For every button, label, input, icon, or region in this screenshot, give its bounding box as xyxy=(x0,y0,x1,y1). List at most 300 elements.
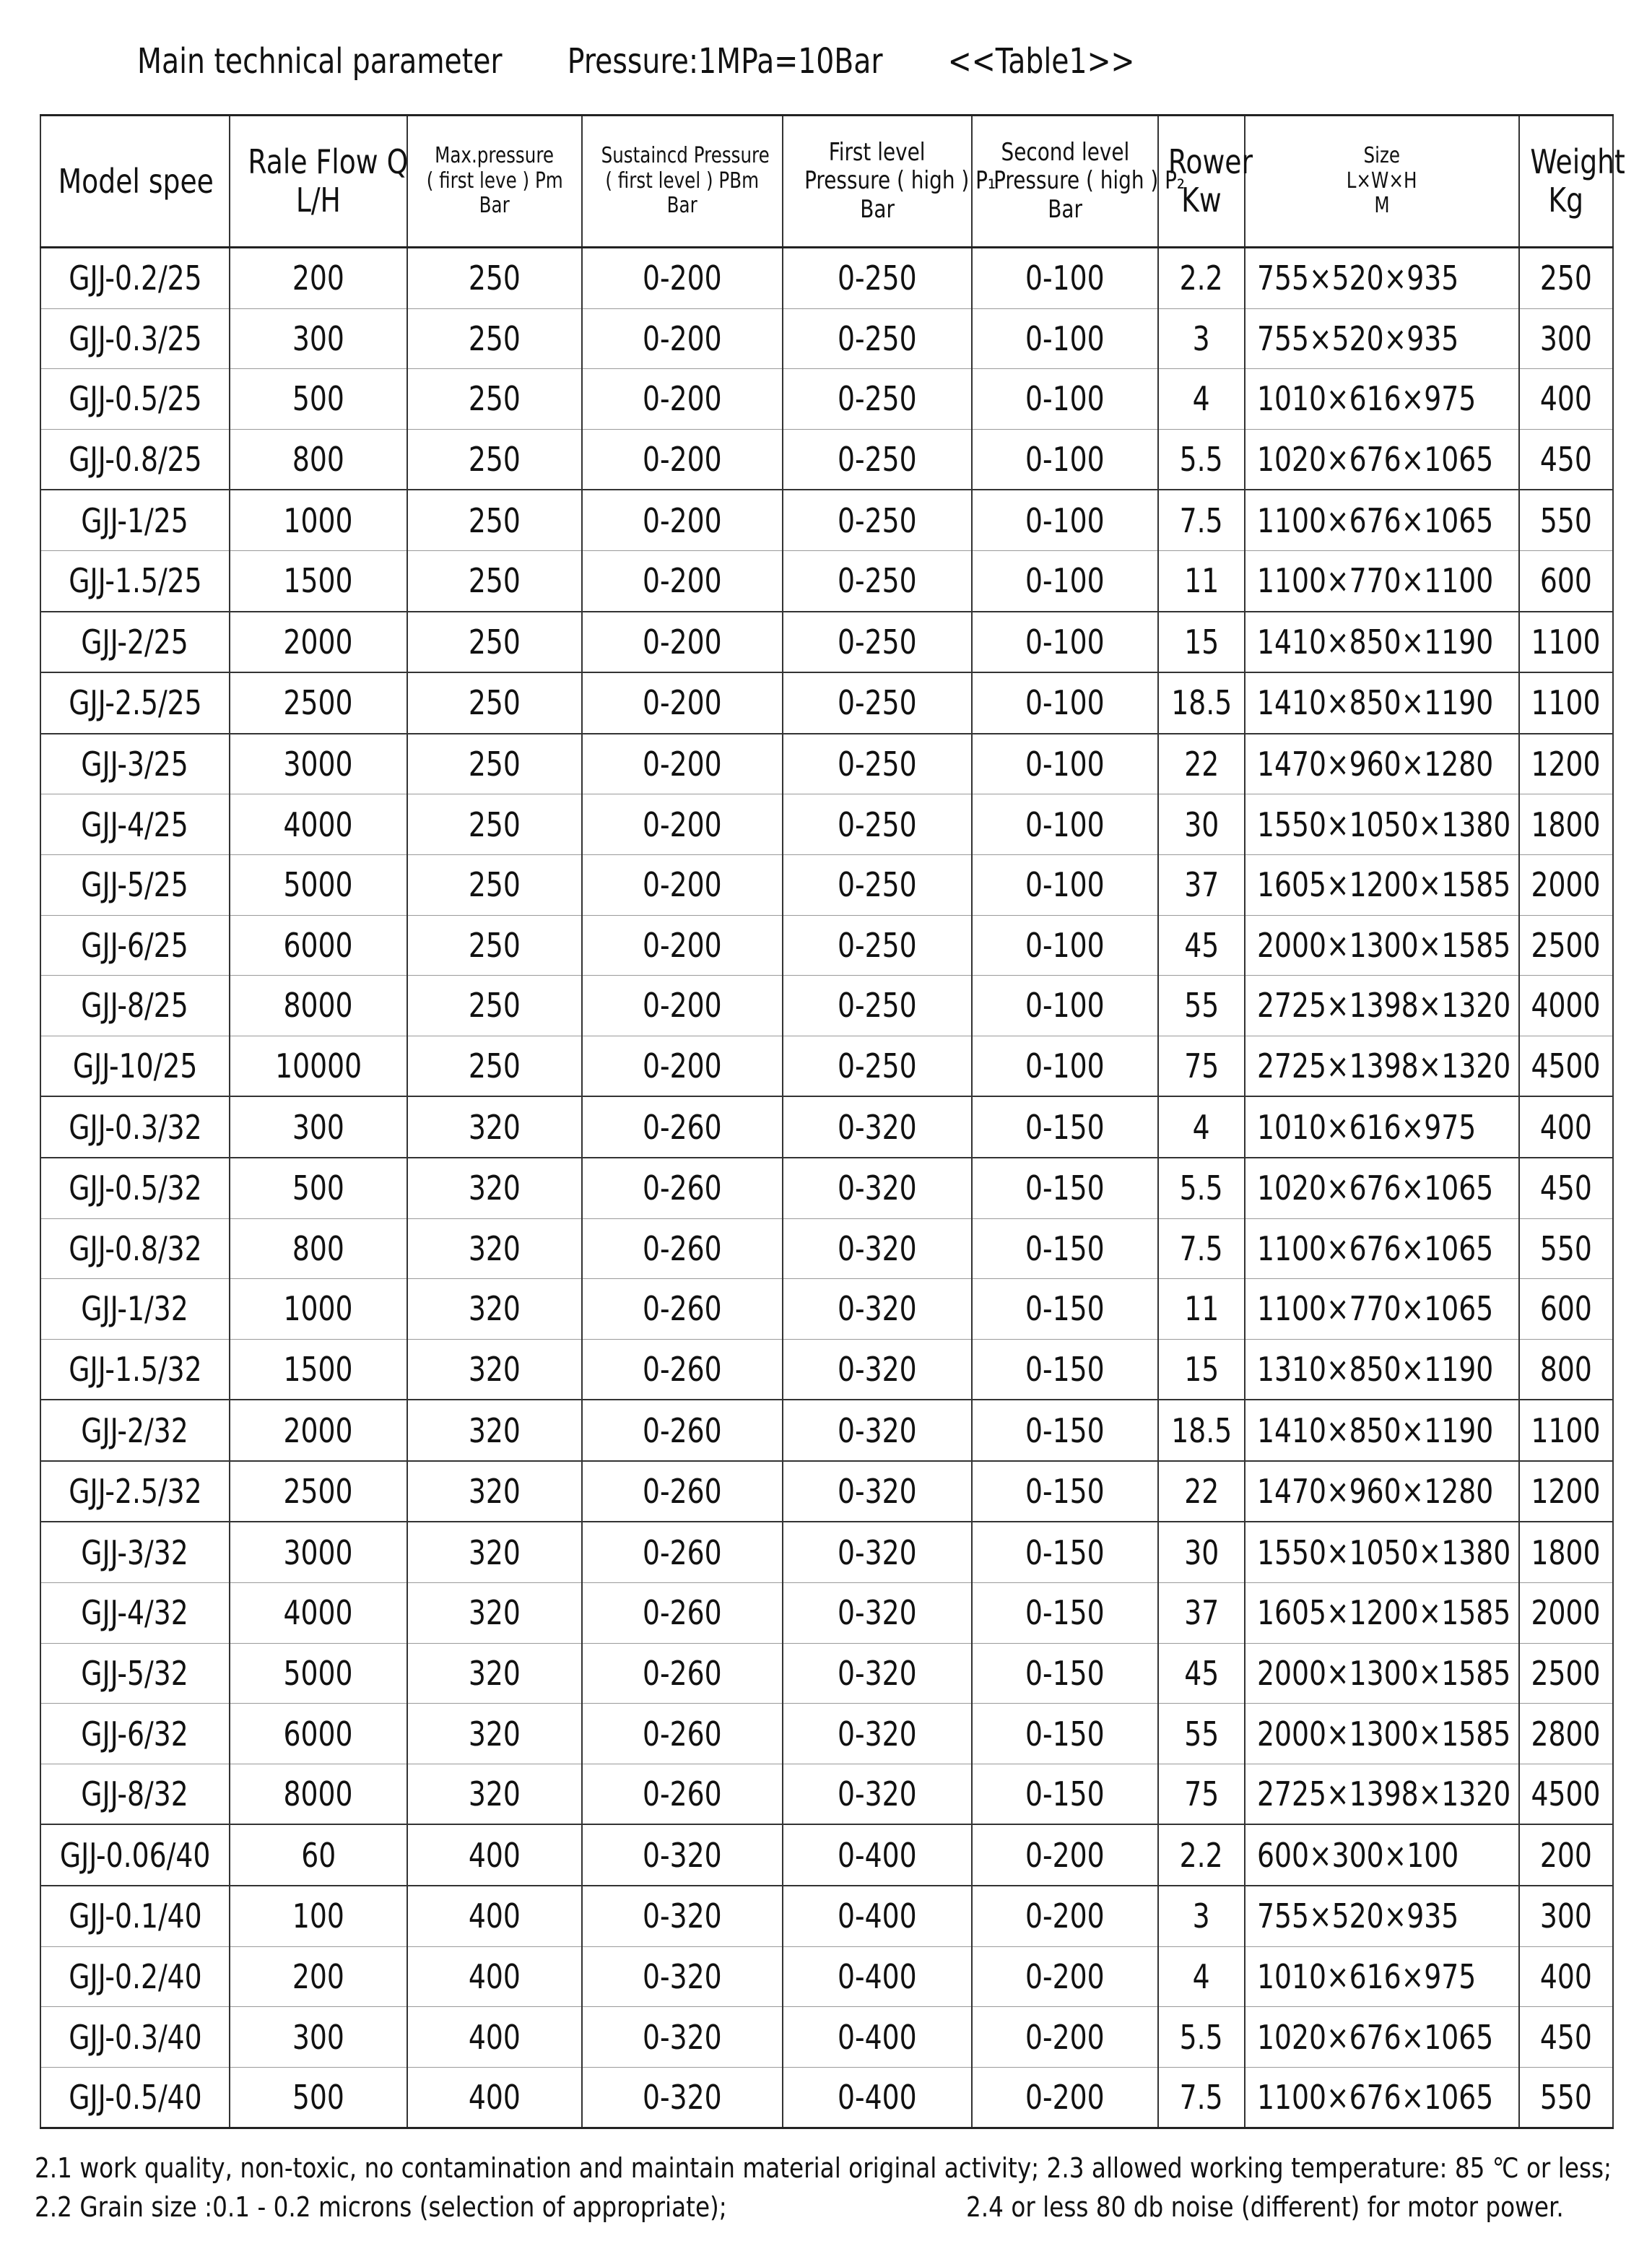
cell-sustained-pressure xyxy=(582,490,783,550)
cell-power xyxy=(1158,1461,1245,1522)
cell-model xyxy=(40,915,230,976)
cell-max-pressure xyxy=(407,1824,582,1886)
cell-value: 1010×616×975 xyxy=(1257,379,1477,419)
cell-value: 0-100 xyxy=(1025,500,1105,540)
cell-power xyxy=(1158,1279,1245,1340)
cell-value: 250 xyxy=(468,259,521,298)
cell-sustained-pressure xyxy=(582,612,783,673)
cell-model xyxy=(40,1824,230,1886)
cell-max-pressure xyxy=(407,308,582,369)
cell-value: 1800 xyxy=(1531,1533,1601,1572)
cell-value: 4 xyxy=(1192,1107,1211,1147)
cell-sustained-pressure xyxy=(582,308,783,369)
cell-value: GJJ-0.3/32 xyxy=(68,1107,202,1147)
cell-first-level xyxy=(783,1824,972,1886)
cell-value: 0-400 xyxy=(838,1835,917,1875)
cell-flow xyxy=(230,2007,407,2068)
cell-value: 0-150 xyxy=(1025,1593,1105,1633)
cell-flow xyxy=(230,1643,407,1704)
table-row xyxy=(40,1279,1613,1340)
table-row xyxy=(40,1158,1613,1218)
cell-max-pressure xyxy=(407,976,582,1036)
cell-second-level xyxy=(972,1339,1158,1400)
cell-size xyxy=(1245,1946,1519,2007)
cell-model xyxy=(40,1218,230,1279)
cell-size xyxy=(1245,1400,1519,1461)
cell-value: 300 xyxy=(292,318,345,358)
cell-value: 3 xyxy=(1192,318,1211,358)
cell-model xyxy=(40,1643,230,1704)
cell-power xyxy=(1158,1339,1245,1400)
cell-value: 250 xyxy=(468,683,521,723)
cell-value: 30 xyxy=(1183,1533,1219,1572)
cell-second-level xyxy=(972,1824,1158,1886)
cell-model xyxy=(40,1400,230,1461)
cell-value: 7.5 xyxy=(1180,500,1223,540)
cell-max-pressure xyxy=(407,429,582,490)
table-row xyxy=(40,1643,1613,1704)
cell-value: 0-200 xyxy=(643,440,722,480)
cell-size xyxy=(1245,1522,1519,1582)
cell-value: 0-320 xyxy=(838,1410,917,1450)
cell-value: 0-100 xyxy=(1025,745,1105,784)
cell-value: 0-260 xyxy=(643,1169,722,1208)
cell-flow xyxy=(230,369,407,430)
cell-value: 0-260 xyxy=(643,1533,722,1572)
cell-value: 0-320 xyxy=(838,1533,917,1572)
cell-model xyxy=(40,1946,230,2007)
cell-size xyxy=(1245,550,1519,611)
cell-first-level xyxy=(783,1279,972,1340)
cell-value: 600 xyxy=(1539,1289,1593,1329)
cell-value: GJJ-0.3/25 xyxy=(68,318,202,358)
cell-size xyxy=(1245,308,1519,369)
cell-first-level xyxy=(783,1339,972,1400)
cell-value: 3000 xyxy=(283,1533,353,1572)
cell-model xyxy=(40,1461,230,1522)
cell-value: 37 xyxy=(1183,865,1219,905)
cell-max-pressure xyxy=(407,854,582,915)
cell-size xyxy=(1245,1704,1519,1764)
cell-value: 1100×770×1065 xyxy=(1257,1289,1494,1329)
cell-max-pressure xyxy=(407,2007,582,2068)
cell-value: 400 xyxy=(1539,379,1593,419)
cell-second-level xyxy=(972,1158,1158,1218)
cell-second-level xyxy=(972,734,1158,794)
cell-max-pressure xyxy=(407,1704,582,1764)
cell-weight xyxy=(1519,308,1613,369)
cell-second-level xyxy=(972,1583,1158,1644)
table-row xyxy=(40,1764,1613,1824)
cell-second-level xyxy=(972,248,1158,309)
cell-model xyxy=(40,854,230,915)
cell-value: 0-100 xyxy=(1025,683,1105,723)
cell-value: GJJ-0.8/32 xyxy=(68,1228,202,1268)
cell-power xyxy=(1158,1400,1245,1461)
cell-value: 55 xyxy=(1183,986,1219,1026)
cell-size xyxy=(1245,2067,1519,2128)
cell-first-level xyxy=(783,1522,972,1582)
cell-size xyxy=(1245,794,1519,855)
cell-value: 0-100 xyxy=(1025,622,1105,662)
table-row xyxy=(40,550,1613,611)
cell-second-level xyxy=(972,1400,1158,1461)
cell-value: 0-200 xyxy=(1025,1956,1105,1996)
cell-value: 1100 xyxy=(1531,1410,1601,1450)
cell-value: 1100×676×1065 xyxy=(1257,1228,1494,1268)
footnote-2-1-2-3: 2.1 work quality, non-toxic, no contamination and maintain material original activity; 2.3 allowed working temperature: 85 ℃ or less; xyxy=(35,2152,1612,2184)
cell-value: 100 xyxy=(292,1897,345,1936)
cell-value: 1020×676×1065 xyxy=(1257,1169,1494,1208)
cell-value: 0-200 xyxy=(643,986,722,1026)
cell-value: 250 xyxy=(468,745,521,784)
cell-value: 5.5 xyxy=(1180,440,1223,480)
cell-value: 0-250 xyxy=(838,925,917,965)
cell-value: 0-320 xyxy=(838,1472,917,1512)
cell-weight xyxy=(1519,550,1613,611)
cell-size xyxy=(1245,734,1519,794)
cell-value: 1200 xyxy=(1531,745,1601,784)
table-row xyxy=(40,672,1613,734)
cell-size xyxy=(1245,1218,1519,1279)
cell-value: GJJ-1.5/32 xyxy=(68,1349,202,1389)
cell-second-level xyxy=(972,1218,1158,1279)
table-row xyxy=(40,1218,1613,1279)
cell-max-pressure xyxy=(407,1400,582,1461)
cell-sustained-pressure xyxy=(582,1643,783,1704)
cell-value: 800 xyxy=(292,440,345,480)
cell-value: 500 xyxy=(292,379,345,419)
cell-value: 8000 xyxy=(283,986,353,1026)
cell-max-pressure xyxy=(407,794,582,855)
page-title: Main technical parameter xyxy=(137,41,503,82)
cell-flow xyxy=(230,550,407,611)
cell-value: GJJ-0.5/32 xyxy=(68,1169,202,1208)
cell-first-level xyxy=(783,1096,972,1158)
cell-value: GJJ-2.5/25 xyxy=(68,683,202,723)
cell-max-pressure xyxy=(407,1946,582,2007)
cell-value: 0-250 xyxy=(838,865,917,905)
cell-power xyxy=(1158,1522,1245,1582)
cell-weight xyxy=(1519,1764,1613,1824)
cell-second-level xyxy=(972,308,1158,369)
cell-sustained-pressure xyxy=(582,1946,783,2007)
cell-sustained-pressure xyxy=(582,794,783,855)
cell-weight xyxy=(1519,1036,1613,1096)
cell-value: GJJ-4/32 xyxy=(81,1593,189,1633)
cell-model xyxy=(40,1096,230,1158)
cell-sustained-pressure xyxy=(582,915,783,976)
cell-value: 250 xyxy=(1539,259,1593,298)
cell-value: GJJ-8/32 xyxy=(81,1774,189,1814)
cell-second-level xyxy=(972,490,1158,550)
cell-value: 45 xyxy=(1183,1653,1219,1693)
cell-value: 6000 xyxy=(283,1714,353,1754)
cell-first-level xyxy=(783,248,972,309)
cell-first-level xyxy=(783,308,972,369)
table-row xyxy=(40,490,1613,550)
cell-first-level xyxy=(783,1583,972,1644)
footnote-line-2 xyxy=(35,2188,1616,2227)
cell-weight xyxy=(1519,794,1613,855)
cell-weight xyxy=(1519,1946,1613,2007)
cell-size xyxy=(1245,976,1519,1036)
cell-model xyxy=(40,2007,230,2068)
cell-value: GJJ-2/25 xyxy=(81,622,189,662)
cell-model xyxy=(40,1704,230,1764)
cell-value: 0-200 xyxy=(643,259,722,298)
cell-value: 37 xyxy=(1183,1593,1219,1633)
footnote-line-1 xyxy=(35,2149,1616,2188)
cell-weight xyxy=(1519,1279,1613,1340)
table-row xyxy=(40,308,1613,369)
cell-power xyxy=(1158,490,1245,550)
cell-first-level xyxy=(783,1158,972,1218)
cell-max-pressure xyxy=(407,369,582,430)
cell-value: 3 xyxy=(1192,1897,1211,1936)
cell-power xyxy=(1158,369,1245,430)
cell-value: 2500 xyxy=(1531,1653,1601,1693)
cell-first-level xyxy=(783,1400,972,1461)
cell-weight xyxy=(1519,1461,1613,1522)
cell-value: 15 xyxy=(1183,622,1219,662)
cell-flow xyxy=(230,612,407,673)
cell-value: 0-150 xyxy=(1025,1349,1105,1389)
cell-value: 0-200 xyxy=(643,683,722,723)
cell-model xyxy=(40,1886,230,1946)
cell-value: 0-150 xyxy=(1025,1533,1105,1572)
cell-value: 400 xyxy=(468,1835,521,1875)
cell-value: 0-100 xyxy=(1025,986,1105,1026)
cell-value: 500 xyxy=(292,1169,345,1208)
header-power: Rower Kw xyxy=(1158,116,1245,248)
cell-value: 250 xyxy=(468,925,521,965)
cell-first-level xyxy=(783,550,972,611)
cell-first-level xyxy=(783,1946,972,2007)
cell-max-pressure xyxy=(407,490,582,550)
cell-first-level xyxy=(783,490,972,550)
cell-power xyxy=(1158,734,1245,794)
cell-value: 5.5 xyxy=(1180,1169,1223,1208)
cell-power xyxy=(1158,1218,1245,1279)
cell-max-pressure xyxy=(407,1886,582,1946)
cell-value: 75 xyxy=(1183,1046,1219,1086)
cell-value: 2500 xyxy=(283,683,353,723)
cell-power xyxy=(1158,854,1245,915)
cell-value: 0-250 xyxy=(838,259,917,298)
header-second-level-pressure: Second level Pressure ( high ) P₂ Bar xyxy=(972,116,1158,248)
cell-size xyxy=(1245,1824,1519,1886)
cell-value: 320 xyxy=(468,1107,521,1147)
cell-power xyxy=(1158,1824,1245,1886)
cell-max-pressure xyxy=(407,1279,582,1340)
table-row xyxy=(40,612,1613,673)
cell-weight xyxy=(1519,490,1613,550)
cell-flow xyxy=(230,1461,407,1522)
header-weight: Weight Kg xyxy=(1519,116,1613,248)
cell-value: 1000 xyxy=(283,500,353,540)
cell-value: 250 xyxy=(468,318,521,358)
cell-value: 0-320 xyxy=(838,1228,917,1268)
cell-value: 1020×676×1065 xyxy=(1257,2017,1494,2057)
cell-power xyxy=(1158,429,1245,490)
cell-value: 400 xyxy=(1539,1956,1593,1996)
cell-value: 0-320 xyxy=(838,1714,917,1754)
cell-size xyxy=(1245,248,1519,309)
cell-value: 4000 xyxy=(283,805,353,844)
cell-max-pressure xyxy=(407,1583,582,1644)
cell-weight xyxy=(1519,1158,1613,1218)
cell-value: 0-320 xyxy=(643,2078,722,2118)
cell-size xyxy=(1245,1643,1519,1704)
cell-second-level xyxy=(972,1522,1158,1582)
cell-second-level xyxy=(972,1946,1158,2007)
cell-second-level xyxy=(972,672,1158,734)
cell-value: 2000 xyxy=(283,622,353,662)
cell-value: 1605×1200×1585 xyxy=(1257,1593,1511,1633)
cell-flow xyxy=(230,2067,407,2128)
cell-second-level xyxy=(972,915,1158,976)
cell-value: 0-150 xyxy=(1025,1410,1105,1450)
cell-sustained-pressure xyxy=(582,976,783,1036)
cell-value: 600×300×100 xyxy=(1257,1835,1459,1875)
cell-flow xyxy=(230,1096,407,1158)
cell-power xyxy=(1158,1643,1245,1704)
document-heading xyxy=(137,36,1135,87)
header-flow: Rale Flow Q L/H xyxy=(230,116,407,248)
cell-sustained-pressure xyxy=(582,1764,783,1824)
cell-size xyxy=(1245,2007,1519,2068)
cell-value: 0-320 xyxy=(838,1349,917,1389)
cell-max-pressure xyxy=(407,1096,582,1158)
footnote-2-4: 2.4 or less 80 db noise (different) for motor power. xyxy=(966,2191,1564,2223)
cell-power xyxy=(1158,1946,1245,2007)
cell-value: GJJ-3/25 xyxy=(81,745,189,784)
cell-value: 1000 xyxy=(283,1289,353,1329)
cell-value: GJJ-2/32 xyxy=(81,1410,189,1450)
table-row xyxy=(40,1704,1613,1764)
cell-power xyxy=(1158,915,1245,976)
footnote-2-2: 2.2 Grain size :0.1 - 0.2 microns (selection of appropriate); xyxy=(35,2191,727,2223)
cell-weight xyxy=(1519,248,1613,309)
cell-size xyxy=(1245,1339,1519,1400)
cell-value: 0-200 xyxy=(643,622,722,662)
cell-value: 400 xyxy=(1539,1107,1593,1147)
cell-max-pressure xyxy=(407,1218,582,1279)
cell-size xyxy=(1245,1279,1519,1340)
cell-weight xyxy=(1519,369,1613,430)
cell-first-level xyxy=(783,612,972,673)
cell-weight xyxy=(1519,1583,1613,1644)
cell-sustained-pressure xyxy=(582,1886,783,1946)
cell-value: 0-150 xyxy=(1025,1228,1105,1268)
cell-max-pressure xyxy=(407,1339,582,1400)
cell-value: 0-250 xyxy=(838,986,917,1026)
cell-power xyxy=(1158,1158,1245,1218)
cell-max-pressure xyxy=(407,1764,582,1824)
table-label: <<Table1>> xyxy=(947,41,1135,82)
cell-value: GJJ-0.5/25 xyxy=(68,379,202,419)
cell-value: 300 xyxy=(292,2017,345,2057)
cell-value: 0-250 xyxy=(838,561,917,601)
cell-sustained-pressure xyxy=(582,734,783,794)
cell-value: 1100 xyxy=(1531,622,1601,662)
cell-first-level xyxy=(783,672,972,734)
cell-power xyxy=(1158,1704,1245,1764)
cell-value: 450 xyxy=(1539,1169,1593,1208)
cell-weight xyxy=(1519,1643,1613,1704)
cell-sustained-pressure xyxy=(582,1218,783,1279)
cell-value: 0-260 xyxy=(643,1410,722,1450)
cell-size xyxy=(1245,429,1519,490)
cell-max-pressure xyxy=(407,248,582,309)
cell-value: 320 xyxy=(468,1714,521,1754)
cell-value: 0-100 xyxy=(1025,925,1105,965)
header-max-pressure: Max.pressure ( first leve ) Pm Bar xyxy=(407,116,582,248)
cell-value: 0-320 xyxy=(838,1774,917,1814)
cell-value: 0-100 xyxy=(1025,805,1105,844)
cell-value: 0-200 xyxy=(643,805,722,844)
cell-model xyxy=(40,672,230,734)
table-row xyxy=(40,429,1613,490)
cell-value: 550 xyxy=(1539,1228,1593,1268)
cell-power xyxy=(1158,1096,1245,1158)
cell-value: 0-320 xyxy=(838,1107,917,1147)
cell-value: 0-320 xyxy=(643,1956,722,1996)
cell-model xyxy=(40,1583,230,1644)
cell-size xyxy=(1245,1158,1519,1218)
cell-second-level xyxy=(972,1096,1158,1158)
table-row xyxy=(40,2067,1613,2128)
cell-sustained-pressure xyxy=(582,2067,783,2128)
cell-weight xyxy=(1519,1096,1613,1158)
cell-value: 22 xyxy=(1183,745,1219,784)
cell-weight xyxy=(1519,854,1613,915)
header-first-level-pressure: First level Pressure ( high ) P₁ Bar xyxy=(783,116,972,248)
cell-value: 0-200 xyxy=(643,1046,722,1086)
cell-model xyxy=(40,369,230,430)
cell-size xyxy=(1245,490,1519,550)
cell-value: 0-200 xyxy=(1025,1835,1105,1875)
table-row xyxy=(40,369,1613,430)
cell-power xyxy=(1158,1886,1245,1946)
cell-flow xyxy=(230,1158,407,1218)
cell-model xyxy=(40,2067,230,2128)
cell-value: 0-260 xyxy=(643,1228,722,1268)
cell-power xyxy=(1158,976,1245,1036)
cell-value: 0-260 xyxy=(643,1107,722,1147)
cell-value: 1550×1050×1380 xyxy=(1257,805,1511,844)
cell-value: 755×520×935 xyxy=(1257,259,1459,298)
cell-value: 550 xyxy=(1539,500,1593,540)
cell-value: 0-260 xyxy=(643,1774,722,1814)
cell-value: 60 xyxy=(300,1835,336,1875)
table-row xyxy=(40,1824,1613,1886)
cell-value: 0-400 xyxy=(838,1897,917,1936)
cell-value: 450 xyxy=(1539,2017,1593,2057)
cell-value: GJJ-4/25 xyxy=(81,805,189,844)
cell-value: 0-320 xyxy=(838,1593,917,1633)
cell-value: 0-260 xyxy=(643,1714,722,1754)
cell-model xyxy=(40,794,230,855)
cell-value: 755×520×935 xyxy=(1257,1897,1459,1936)
cell-max-pressure xyxy=(407,550,582,611)
cell-second-level xyxy=(972,1764,1158,1824)
cell-value: 0-260 xyxy=(643,1593,722,1633)
cell-max-pressure xyxy=(407,1522,582,1582)
cell-value: 0-200 xyxy=(1025,1897,1105,1936)
cell-weight xyxy=(1519,429,1613,490)
